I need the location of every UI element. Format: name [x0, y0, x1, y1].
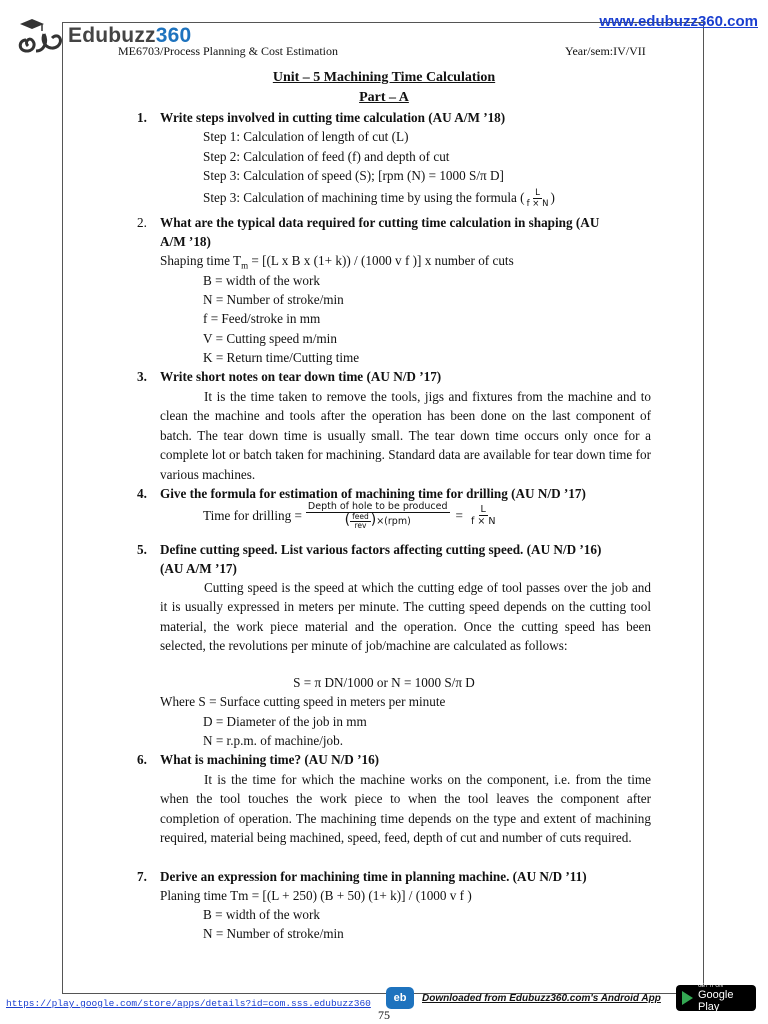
q5-rpm: N = r.p.m. of machine/job.: [203, 733, 344, 748]
q5-answer: Cutting speed is the speed at which the cutting edge of tool passes over the job and it is usually expressed in meters per minute. The cutting speed depends on the cutting tool material, the work piece material and the operation. Once the cutting speed has been selected, the revolutions per minute of job/machine are calculated as follows:: [160, 580, 651, 654]
download-banner[interactable]: [386, 987, 661, 1009]
q4-question: Give the formula for estimation of machining time for drilling (AU N/D ’17): [160, 486, 586, 501]
unit-title: Unit – 5 Machining Time Calculation: [272, 70, 496, 85]
q4-fraction-short: $\frac{L}{f \times N}$: [470, 504, 496, 527]
q4-fraction-main: Depth of hole to be produced ( $\frac{\text{feed}}{\text{rev}}$ )×(rpm): [307, 501, 448, 530]
q7-strokes: N = Number of stroke/min: [203, 926, 344, 941]
graduation-cap-logo-icon: [14, 18, 66, 54]
q2-item: K = Return time/Cutting time: [203, 350, 360, 365]
course-header: ME6703/Process Planning & Cost Estimation: [118, 44, 339, 58]
download-text: Downloaded from Edubuzz360.com's Android App: [422, 992, 661, 1004]
q7-number: 7.: [137, 869, 147, 884]
q2-question-line1: What are the typical data required for cutting time calculation in shaping (AU: [160, 215, 600, 230]
q1-step3-time: Step 3: Calculation of machining time by using the formula ( $\frac{L}{f \times N}$ ): [203, 188, 555, 210]
q2-item: N = Number of stroke/min: [203, 292, 344, 307]
gplay-big-text: Google Play: [698, 989, 734, 1013]
q2-question-line2: A/M ’18): [160, 234, 211, 249]
part-title: Part – A: [359, 90, 409, 105]
q6-question: What is machining time? (AU N/D ’16): [160, 752, 380, 767]
q5-number: 5.: [137, 542, 147, 557]
site-url-link[interactable]: www.edubuzz360.com: [599, 13, 758, 30]
q5-where: Where S = Surface cutting speed in meters per minute: [160, 694, 446, 709]
year-sem-header: Year/sem:IV/VII: [565, 44, 646, 58]
q5-question-line1: Define cutting speed. List various factors affecting cutting speed. (AU N/D ’16): [160, 542, 602, 557]
q7-width: B = width of the work: [203, 907, 320, 922]
q2-item: V = Cutting speed m/min: [203, 331, 337, 346]
q7-planing-formula: Planing time Tm = [(L + 250) (B + 50) (1+ k)] / (1000 v f ): [160, 888, 472, 903]
q1-fraction: $\frac{L}{f \times N}$: [526, 188, 549, 210]
q6-answer: It is the time for which the machine works on the component, i.e. from the time when the tool touches the work piece to when the tool leaves the component after completion of operation. The machining time depends on the type and extent of machining required, material being machined, speed, feed, depth of cut and number of cuts required.: [160, 772, 651, 846]
q1-number: 1.: [137, 110, 147, 125]
q1-step1: Step 1: Calculation of length of cut (L): [203, 129, 409, 144]
play-triangle-icon: [682, 991, 693, 1005]
q3-number: 3.: [137, 369, 147, 384]
q2-item: B = width of the work: [203, 273, 320, 288]
play-store-link[interactable]: https://play.google.com/store/apps/details?id=com.sss.edubuzz360: [6, 998, 371, 1009]
q4-drilling-formula: Time for drilling = Depth of hole to be produced ( $\frac{\text{feed}}{\text{rev}}$ )×(rpm) = $\frac{L}{f \times N}$: [203, 501, 496, 530]
logo-text: Edubuzz360: [68, 24, 192, 47]
q1-step3-speed: Step 3: Calculation of speed (S); [rpm (N) = 1000 S/π D]: [203, 168, 504, 183]
q5-speed-formula: S = π DN/1000 or N = 1000 S/π D: [293, 675, 475, 690]
q1-step2: Step 2: Calculation of feed (f) and depth of cut: [203, 149, 450, 164]
q2-number: 2.: [137, 215, 147, 230]
q7-question: Derive an expression for machining time in planning machine. (AU N/D ’11): [160, 869, 587, 884]
q5-question-line2: (AU A/M ’17): [160, 561, 237, 576]
q1-question: Write steps involved in cutting time calculation (AU A/M ’18): [160, 110, 506, 125]
edubuzz-app-icon: eb: [386, 987, 414, 1009]
q3-answer: It is the time taken to remove the tools, jigs and fixtures from the machine and to clean the machine and tools after the operation has been done on the last component of batch. The tear down time is usually small. The tear down time occurs only once for a complete lot or batch taken for machining. Standard data are available for tear down time for various machines.: [160, 389, 651, 482]
q5-diameter: D = Diameter of the job in mm: [203, 714, 367, 729]
gplay-small-text: GET IT ON: [698, 983, 723, 989]
page-number: 75: [378, 1008, 390, 1022]
q2-item: f = Feed/stroke in mm: [203, 311, 321, 326]
q2-shaping-formula: Shaping time $T_m = [(L$ x B x (1+ k)) / (1000 v f )] x number of cuts: [160, 253, 514, 271]
q3-question: Write short notes on tear down time (AU N/D ’17): [160, 369, 442, 384]
q6-number: 6.: [137, 752, 147, 767]
q4-number: 4.: [137, 486, 147, 501]
